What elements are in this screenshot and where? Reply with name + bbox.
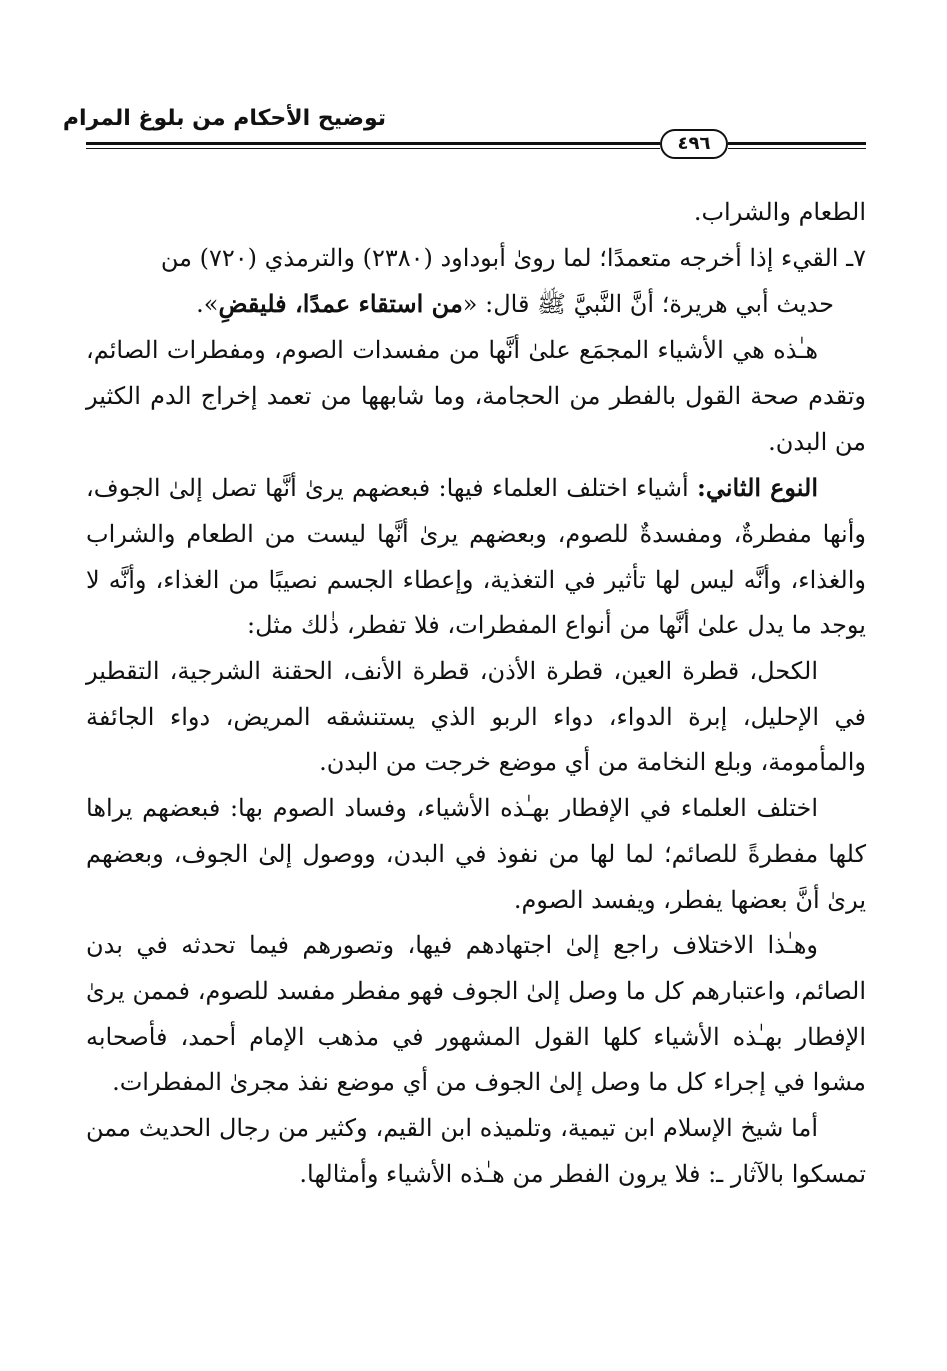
page-body bbox=[86, 190, 866, 1197]
paragraph-2: ٧ـ القيء إذا أخرجه متعمدًا؛ لما روىٰ أبوداود (٢٣٨٠) والترمذي (٧٢٠) من bbox=[160, 243, 866, 272]
book-title: توضيح الأحكام من بلوغ المرام bbox=[62, 106, 386, 131]
paragraph-5 bbox=[86, 465, 866, 649]
paragraph-9: أما شيخ الإسلام ابن تيمية، وتلميذه ابن القيم، وكثير من رجال الحديث ممن تمسكوا بالآثار ـ: فلا يرون الفطر من هـٰذه الأشياء وأمثالها. bbox=[86, 1114, 866, 1188]
hadith-text: من استقاء عمدًا، فليقضِ bbox=[218, 289, 463, 319]
hadith-intro: حديث أبي هريرة؛ أنَّ النَّبيَّ ﷺ قال: « bbox=[462, 290, 834, 319]
header-rule bbox=[86, 142, 660, 145]
paragraph-6: الكحل، قطرة العين، قطرة الأذن، قطرة الأنف، الحقنة الشرجية، التقطير في الإحليل، إبرة الدواء، دواء الربو الذي يستنشقه المريض، دواء الجائفة والمأمومة، وبلع النخامة من أي موضع خرجت من البدن. bbox=[86, 657, 866, 777]
page-header bbox=[62, 98, 866, 168]
paragraph-4: هـٰذه هي الأشياء المجمَع علىٰ أنَّها من مفسدات الصوم، ومفطرات الصائم، وتقدم صحة القول بالفطر من الحجامة، وما شابهها من تعمد إخراج الدم الكثير من البدن. bbox=[86, 336, 866, 456]
paragraph-8: وهـٰذا الاختلاف راجع إلىٰ اجتهادهم فيها، وتصورهم فيما تحدثه في بدن الصائم، واعتبارهم كل ما وصل إلىٰ الجوف فهو مفطر مفسد للصوم، فممن يرىٰ الإفطار بهـٰذه الأشياء كلها القول المشهور في مذهب الإمام أحمد، فأصحابه مشوا في إجراء كل ما وصل إلىٰ الجوف من أي موضع نفذ مجرىٰ المفطرات. bbox=[86, 931, 867, 1097]
hadith-close: ». bbox=[196, 290, 219, 319]
paragraph-5-text: أشياء اختلف العلماء فيها: فبعضهم يرىٰ أنَّها تصل إلىٰ الجوف، وأنها مفطرةٌ، ومفسدةٌ للصوم، وبعضهم يرىٰ أنَّها ليست من الطعام والشراب والغذاء، وأنَّه ليس لها تأثير في التغذية، وإعطاء الجسم نصيبًا من الغذاء، وأنَّه لا يوجد ما يدل علىٰ أنَّها من أنواع المفطرات، فلا تفطر، ذٰلك مثل: bbox=[86, 474, 866, 640]
header-rule-right-thin bbox=[728, 148, 866, 149]
paragraph-3 bbox=[86, 281, 866, 328]
section-heading: النوع الثاني: bbox=[696, 473, 819, 503]
header-rule-right bbox=[728, 142, 866, 145]
header-rule-thin bbox=[86, 148, 660, 149]
paragraph-7: اختلف العلماء في الإفطار بهـٰذه الأشياء، وفساد الصوم بها: فبعضهم يراها كلها مفطرةً للصائم؛ لما لها من نفوذ في البدن، ووصول إلىٰ الجوف، وبعضهم يرىٰ أنَّ بعضها يفطر، ويفسد الصوم. bbox=[86, 794, 866, 914]
paragraph-1: الطعام والشراب. bbox=[693, 198, 866, 226]
page-number: ٤٩٦ bbox=[660, 129, 728, 159]
